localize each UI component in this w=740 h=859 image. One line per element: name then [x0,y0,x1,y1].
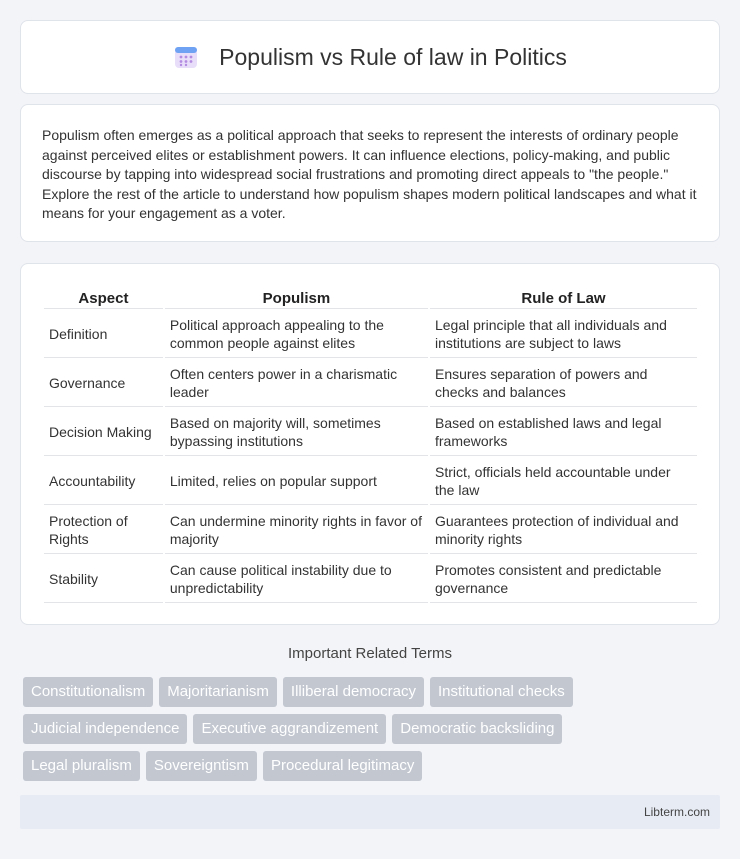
table-cell-aspect: Governance [44,360,163,407]
footer-site-link[interactable]: Libterm.com [643,805,710,819]
related-term-tag[interactable]: Judicial independence [23,714,187,744]
intro-text: Populism often emerges as a political approach that seeks to represent the interests of ordinary people against perceived elites or establishment powers. It can influence elections, policy-making, and public discourse by tapping into widespread social frustrations and promoting direct appeals to "the people." Explore the rest of the article to understand how populism shapes modern political landscapes and what it means for your engagement as a voter. [42,127,697,222]
table-row [44,556,697,603]
table-cell-populism: Limited, relies on popular support [165,458,428,505]
column-header-populism: Populism [165,288,428,309]
table-cell-populism: Often centers power in a charismatic leader [165,360,428,407]
table-cell-aspect: Definition [44,311,163,358]
related-term-tag[interactable]: Majoritarianism [159,677,277,707]
comparison-table-card [20,263,720,625]
table-cell-populism: Based on majority will, sometimes bypassing institutions [165,409,428,456]
table-cell-populism: Can cause political instability due to unpredictability [165,556,428,603]
table-cell-aspect: Protection of Rights [44,507,163,554]
column-header-rule-of-law: Rule of Law [430,288,697,309]
table-row [44,507,697,554]
table-cell-rule-of-law: Promotes consistent and predictable governance [430,556,697,603]
intro-card [20,104,720,242]
table-row [44,458,697,505]
related-term-tag[interactable]: Legal pluralism [23,751,140,781]
related-term-tag[interactable]: Illiberal democracy [283,677,424,707]
related-term-tag[interactable]: Constitutionalism [23,677,153,707]
table-cell-rule-of-law: Legal principle that all individuals and institutions are subject to laws [430,311,697,358]
tag-row [23,714,723,744]
table-cell-rule-of-law: Guarantees protection of individual and minority rights [430,507,697,554]
table-cell-populism: Can undermine minority rights in favor of majority [165,507,428,554]
tag-row [23,751,723,781]
title-card [20,20,720,94]
table-cell-populism: Political approach appealing to the common people against elites [165,311,428,358]
table-cell-aspect: Stability [44,556,163,603]
tag-row [23,677,723,707]
table-cell-rule-of-law: Strict, officials held accountable under the law [430,458,697,505]
table-cell-aspect: Decision Making [44,409,163,456]
page-title: Populism vs Rule of law in Politics [219,43,567,70]
table-row [44,360,697,407]
comparison-table [42,286,699,605]
table-cell-aspect: Accountability [44,458,163,505]
related-terms-heading: Important Related Terms [288,645,452,662]
table-cell-rule-of-law: Ensures separation of powers and checks and balances [430,360,697,407]
footer [20,795,720,829]
calendar-icon [173,44,199,70]
table-header-row [44,288,697,309]
related-term-tag[interactable]: Democratic backsliding [392,714,562,744]
related-term-tag[interactable]: Executive aggrandizement [193,714,386,744]
related-term-tag[interactable]: Institutional checks [430,677,573,707]
related-term-tag[interactable]: Sovereigntism [146,751,257,781]
related-term-tag[interactable]: Procedural legitimacy [263,751,422,781]
table-row [44,409,697,456]
table-row [44,311,697,358]
related-terms-list [23,677,723,788]
table-cell-rule-of-law: Based on established laws and legal frameworks [430,409,697,456]
column-header-aspect: Aspect [44,288,163,309]
